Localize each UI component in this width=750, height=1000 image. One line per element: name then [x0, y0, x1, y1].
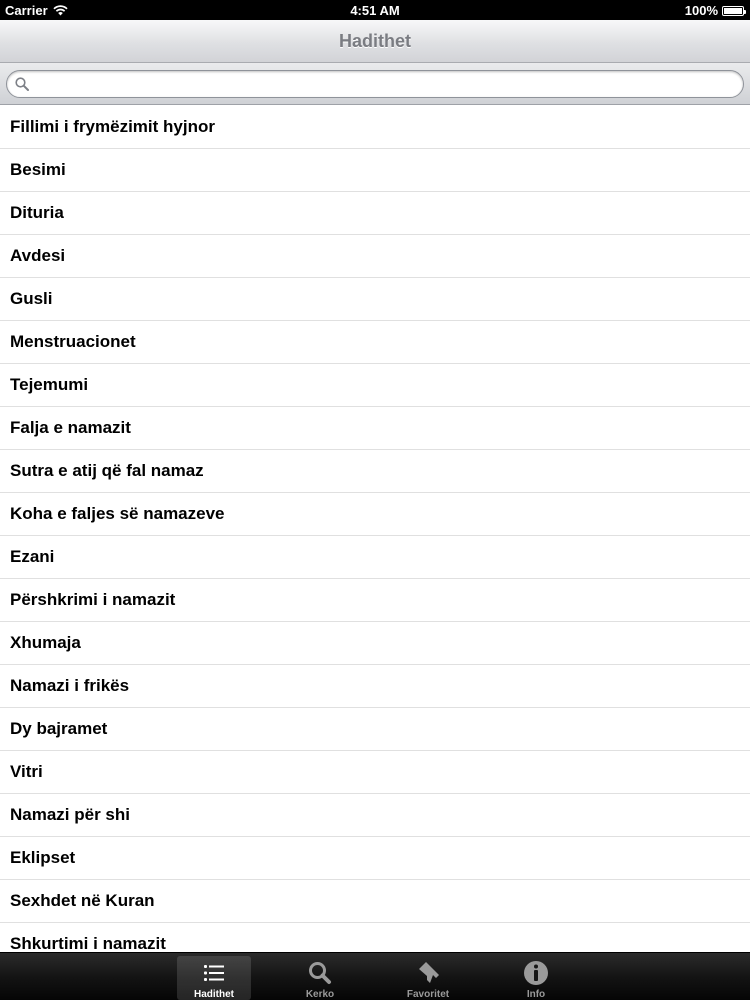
search-input[interactable] [35, 71, 743, 97]
list-item[interactable] [0, 364, 750, 407]
tab-favoritet[interactable] [391, 956, 465, 1000]
tab-label: Kerko [305, 989, 335, 1000]
list-item-label: Shkurtimi i namazit [10, 934, 166, 952]
tab-label: Hadithet [194, 989, 234, 1000]
list-item[interactable] [0, 880, 750, 923]
list-item-label: Namazi për shi [10, 805, 130, 824]
list-item-label: Vitri [10, 762, 43, 781]
list-item[interactable] [0, 665, 750, 708]
list-item-label: Xhumaja [10, 633, 81, 652]
list-item[interactable] [0, 106, 750, 149]
search-bar [0, 63, 750, 105]
info-icon [521, 959, 551, 987]
list-item[interactable] [0, 450, 750, 493]
list-item[interactable] [0, 837, 750, 880]
list-item-label: Sexhdet në Kuran [10, 891, 155, 910]
list-item[interactable] [0, 794, 750, 837]
search-icon [15, 77, 29, 91]
list-item-label: Dy bajramet [10, 719, 108, 738]
list-item-label: Koha e faljes së namazeve [10, 504, 225, 523]
battery-indicator [685, 3, 744, 18]
list-item[interactable] [0, 278, 750, 321]
list-item-label: Përshkrimi i namazit [10, 590, 176, 609]
list-item[interactable] [0, 149, 750, 192]
list-item-label: Menstruacionet [10, 332, 136, 351]
list-item[interactable] [0, 235, 750, 278]
battery-label: 100% [684, 3, 718, 18]
list-item-label: Eklipset [10, 848, 76, 867]
list-item-label: Tejemumi [10, 375, 89, 394]
list-item[interactable] [0, 708, 750, 751]
battery-icon [722, 6, 744, 16]
status-bar [0, 0, 750, 20]
list-item[interactable] [0, 493, 750, 536]
search-icon [305, 959, 335, 987]
list-item[interactable] [0, 923, 750, 952]
list-item[interactable] [0, 536, 750, 579]
page-title: Hadithet [339, 31, 411, 51]
list-item[interactable] [0, 192, 750, 235]
list-item[interactable] [0, 321, 750, 364]
list-item-label: Fillimi i frymëzimit hyjnor [10, 117, 215, 136]
list-item-label: Ezani [10, 547, 55, 566]
list-item[interactable] [0, 751, 750, 794]
list-item-label: Sutra e atij që fal namaz [10, 461, 204, 480]
tab-kerko[interactable] [283, 956, 357, 1000]
list-item-label: Gusli [10, 289, 53, 308]
tab-label: Favoritet [406, 989, 450, 1000]
list-item[interactable] [0, 407, 750, 450]
tab-info[interactable] [499, 956, 573, 1000]
list-item-label: Avdesi [10, 246, 66, 265]
tab-hadithet[interactable] [177, 956, 251, 1000]
search-field[interactable] [6, 70, 744, 98]
list-item-label: Falja e namazit [10, 418, 131, 437]
list-icon [199, 959, 229, 987]
list-item[interactable] [0, 622, 750, 665]
carrier-label: Carrier [5, 3, 48, 18]
list-item-label: Dituria [10, 203, 64, 222]
hadith-chapter-list [0, 106, 750, 952]
list-item-label: Namazi i frikës [10, 676, 130, 695]
tab-bar [0, 952, 750, 1000]
clock: 4:51 AM [350, 3, 400, 18]
tab-label: Info [526, 989, 546, 1000]
list-item-label: Besimi [10, 160, 66, 179]
list-item[interactable] [0, 579, 750, 622]
navigation-bar [0, 20, 750, 63]
bookmark-icon [413, 959, 443, 987]
